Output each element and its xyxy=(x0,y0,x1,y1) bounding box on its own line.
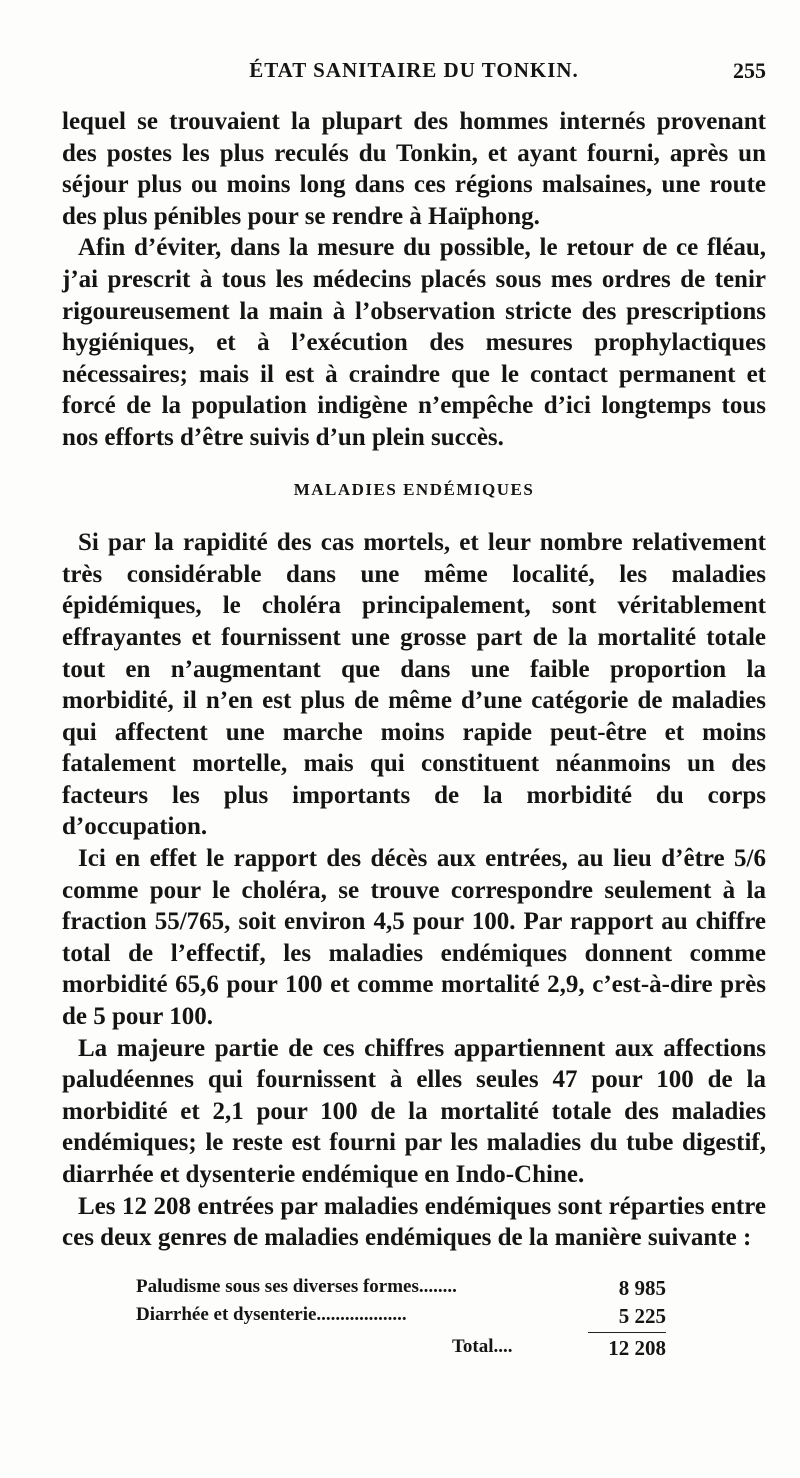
paragraph-1: lequel se trouvaient la plupart des hommes internés provenant des postes les plus reculés du Tonkin, et ayant fourni, après un séjour plus ou moins long dans ces régions malsaines, une route des plus pénibles pour se rendre à Haïphong. xyxy=(62,108,766,230)
paragraph-6: Les 12 208 entrées par maladies endémiques sont réparties entre ces deux genres de maladies endémiques de la manière suivante : xyxy=(62,1192,766,1252)
row-value: 8 985 xyxy=(618,1276,666,1300)
running-title: ÉTAT SANITAIRE DU TONKIN. xyxy=(249,58,579,82)
paragraph-3: Si par la rapidité des cas mortels, et leur nombre relativement très considérable dans une même localité, les maladies épidémiques, le choléra principalement, sont véritablement effrayantes et fournissent une grosse part de la mortalité totale tout en n’augmentant que dans une faible proportion la morbidité, il n’en est plus de même d’une catégorie de maladies qui affectent une marche moins rapide peut-être et moins fatalement mortelle, mais qui constituent néanmoins un des facteurs les plus importants de la morbidité du corps d’occupation. xyxy=(62,529,766,841)
table-row xyxy=(136,1304,666,1332)
row-value: 5 225 xyxy=(618,1304,666,1328)
body-text xyxy=(62,106,766,1254)
paragraph-2: Afin d’éviter, dans la mesure du possible, le retour de ce fléau, j’ai prescrit à tous les médecins placés sous mes ordres de tenir rigoureusement la main à l’observation stricte des prescriptions hygiéniques, et à l’exécution des mesures prophylactiques nécessaires; mais il est à craindre que le contact permanent et forcé de la population indigène n’empêche d’ici longtemps tous nos efforts d’être suivis d’un plein succès. xyxy=(62,234,766,451)
total-value: 12 208 xyxy=(608,1336,666,1360)
page-number: 255 xyxy=(733,58,766,83)
table-row xyxy=(136,1276,666,1304)
paragraph-5: La majeure partie de ces chiffres appartiennent aux affections paludéennes qui fournissent à elles seules 47 pour 100 de la morbidité et 2,1 pour 100 de la mortalité totale des maladies endémiques; le reste est fourni par les maladies du tube digestif, diarrhée et dysenterie endémique en Indo-Chine. xyxy=(62,1034,766,1188)
page-header xyxy=(62,58,766,88)
section-heading: MALADIES ENDÉMIQUES xyxy=(293,479,535,499)
total-row xyxy=(136,1336,666,1364)
row-label: Paludisme sous ses diverses formes........ xyxy=(136,1276,457,1297)
total-rule xyxy=(588,1332,666,1333)
total-label: Total.... xyxy=(452,1336,513,1357)
paragraph-4: Ici en effet le rapport des décès aux entrées, au lieu d’être 5/6 comme pour le choléra, se trouve correspondre seulement à la fraction 55/765, soit environ 4,5 pour 100. Par rapport au chiffre total de l’effectif, les maladies endémiques donnent comme morbidité 65,6 pour 100 et comme mortalité 2,9, c’est-à-dire près de 5 pour 100. xyxy=(62,845,766,1031)
admissions-table xyxy=(136,1276,666,1364)
row-label: Diarrhée et dysenterie................... xyxy=(136,1304,407,1325)
